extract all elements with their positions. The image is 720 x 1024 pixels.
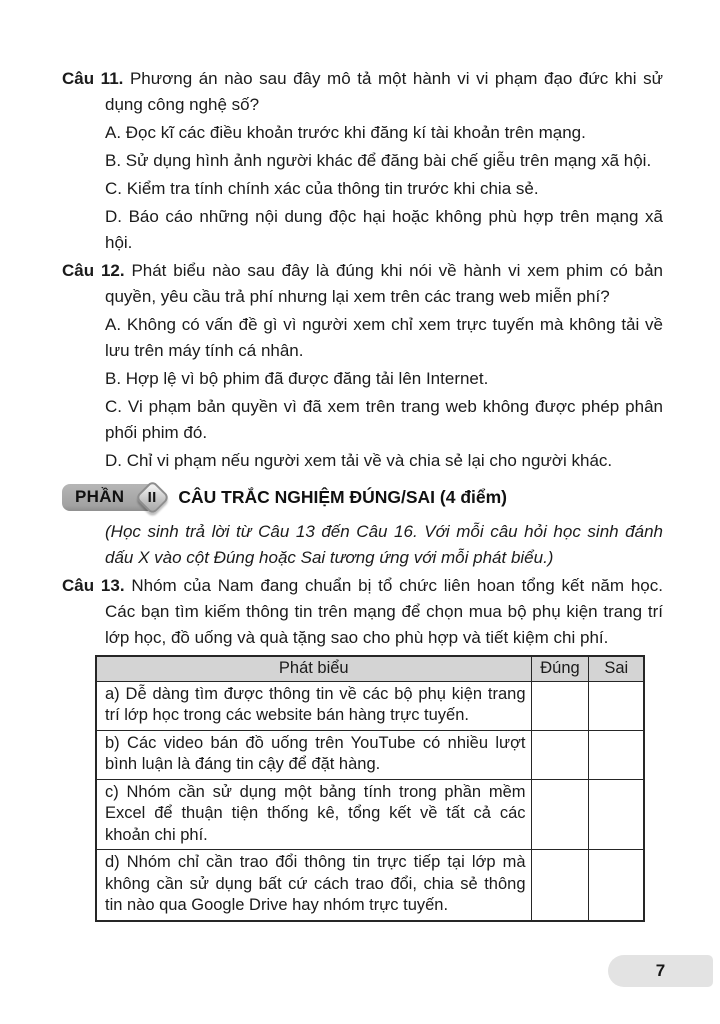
question-12: [62, 258, 663, 310]
question-11-option-a: A. Đọc kĩ các điều khoản trước khi đăng kí tài khoản trên mạng.: [105, 123, 586, 142]
question-12-text: Phát biểu nào sau đây là đúng khi nói về hành vi xem phim có bản quyền, yêu cầu trả phí nhưng lại xem trên các trang web miễn phí?: [105, 261, 663, 306]
question-12-option-a: A. Không có vấn đề gì vì người xem chỉ xem trực tuyến mà không tải về lưu trên máy tính cá nhân.: [105, 315, 663, 360]
question-11-option-d: D. Báo cáo những nội dung độc hại hoặc không phù hợp trên mạng xã hội.: [105, 207, 663, 252]
table-row: [96, 779, 644, 850]
section-badge-number: II: [148, 488, 158, 505]
statement-d: d) Nhóm chỉ cần trao đổi thông tin trực tiếp tại lớp mà không cần sử dụng bất cứ cách trao đổi, chia sẻ thông tin nào qua Google Drive hay nhóm trực tuyến.: [96, 850, 531, 921]
question-11: [62, 66, 663, 118]
section-badge-diamond-icon: [135, 479, 170, 514]
answer-cell-b-false: [589, 730, 644, 779]
question-13-text: Nhóm của Nam đang chuẩn bị tổ chức liên hoan tổng kết năm học. Các bạn tìm kiếm thông tin trên mạng để chọn mua bộ phụ kiện trang trí lớp học, đồ uống và quà tặng sao cho phù hợp và tiết kiệm chi phí.: [105, 576, 663, 647]
answer-cell-c-false: [589, 779, 644, 850]
question-12-option-d: D. Chỉ vi phạm nếu người xem tải về và chia sẻ lại cho người khác.: [105, 451, 613, 470]
question-13-label: Câu 13.: [62, 576, 125, 595]
page-number-badge: [608, 955, 713, 987]
table-row: [96, 850, 644, 921]
statement-b: b) Các video bán đồ uống trên YouTube có nhiều lượt bình luận là đáng tin cậy để đặt hàng.: [96, 730, 531, 779]
table-row: [96, 681, 644, 730]
answer-cell-c-true: [531, 779, 589, 850]
statement-c: c) Nhóm cần sử dụng một bảng tính trong phần mềm Excel để thuận tiện thống kê, tổng kết về tất cả các khoản chi phí.: [96, 779, 531, 850]
question-11-option-c: C. Kiểm tra tính chính xác của thông tin trước khi chia sẻ.: [105, 179, 539, 198]
section-2-header: [62, 482, 663, 512]
table-row: [96, 730, 644, 779]
page-content: [62, 66, 663, 922]
column-header-statement: Phát biểu: [96, 656, 531, 681]
question-11-label: Câu 11.: [62, 69, 124, 88]
question-13: [62, 573, 663, 651]
answer-cell-a-false: [589, 681, 644, 730]
question-11-option-b: B. Sử dụng hình ảnh người khác để đăng bài chế giễu trên mạng xã hội.: [105, 151, 652, 170]
question-12-option-c: C. Vi phạm bản quyền vì đã xem trên trang web không được phép phân phối phim đó.: [105, 397, 663, 442]
answer-cell-d-true: [531, 850, 589, 921]
statement-a: a) Dễ dàng tìm được thông tin về các bộ phụ kiện trang trí lớp học trong các website bán hàng trực tuyến.: [96, 681, 531, 730]
section-badge-label: PHẦN: [75, 487, 125, 506]
answer-cell-b-true: [531, 730, 589, 779]
page-number: 7: [655, 961, 666, 980]
column-header-false: Sai: [589, 656, 644, 681]
section-instruction-note: (Học sinh trả lời từ Câu 13 đến Câu 16. Với mỗi câu hỏi học sinh đánh dấu X vào cột Đúng hoặc Sai tương ứng với mỗi phát biểu.): [105, 522, 663, 567]
section-title: CÂU TRẮC NGHIỆM ĐÚNG/SAI (4 điểm): [178, 487, 507, 507]
section-badge: [62, 484, 156, 511]
true-false-table: [95, 655, 645, 922]
question-11-text: Phương án nào sau đây mô tả một hành vi vi phạm đạo đức khi sử dụng công nghệ số?: [105, 69, 663, 114]
question-12-option-b: B. Hợp lệ vì bộ phim đã được đăng tải lên Internet.: [105, 369, 489, 388]
question-12-label: Câu 12.: [62, 261, 125, 280]
column-header-true: Đúng: [531, 656, 589, 681]
answer-cell-a-true: [531, 681, 589, 730]
answer-cell-d-false: [589, 850, 644, 921]
table-header-row: [96, 656, 644, 681]
